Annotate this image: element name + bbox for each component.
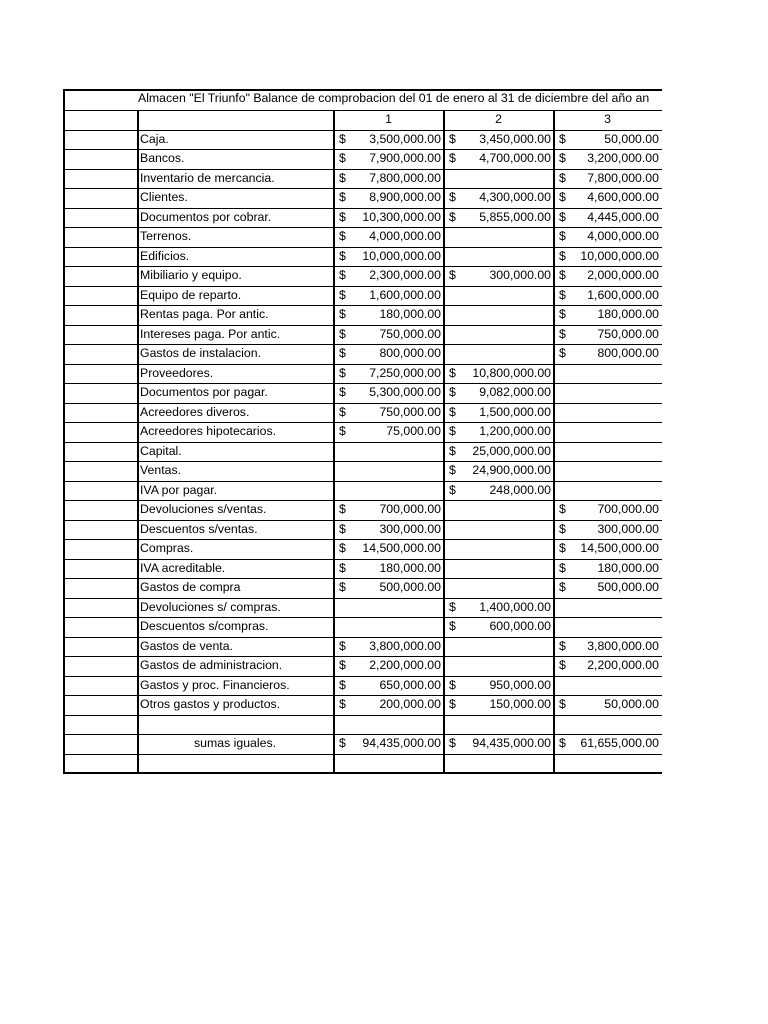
- grid-line-col: [333, 110, 335, 774]
- currency-symbol: $: [449, 268, 456, 282]
- amount-cell: [554, 364, 661, 384]
- currency-symbol: $: [559, 521, 566, 536]
- amount-cell: [444, 481, 553, 501]
- currency-symbol: $: [339, 736, 346, 750]
- currency-symbol: $: [339, 638, 346, 653]
- currency-symbol: $: [339, 229, 346, 243]
- amount-cell: [554, 598, 661, 618]
- amount-cell: [334, 227, 443, 247]
- grid-line-row: [63, 266, 662, 267]
- grid-line-row: [63, 442, 662, 443]
- amount-value: 9,082,000.00: [479, 385, 551, 399]
- amount-cell: [334, 481, 443, 501]
- account-label: Ventas.: [140, 463, 182, 477]
- amount-cell: [554, 149, 661, 169]
- account-label: Documentos por cobrar.: [140, 209, 272, 224]
- currency-symbol: $: [559, 736, 566, 750]
- amount-value: 700,000.00: [379, 502, 441, 516]
- account-label: Devoluciones s/ventas.: [140, 502, 267, 516]
- amount-value: 300,000.00: [597, 521, 659, 536]
- amount-cell: [334, 325, 443, 345]
- amount-cell: [444, 422, 553, 442]
- amount-cell: [444, 539, 553, 559]
- amount-cell: [444, 520, 553, 540]
- currency-symbol: $: [449, 482, 456, 497]
- amount-cell: [444, 208, 553, 228]
- amount-value: 600,000.00: [489, 619, 551, 633]
- amount-cell: [334, 188, 443, 208]
- amount-value: 2,300,000.00: [369, 268, 441, 282]
- amount-cell: [554, 325, 661, 345]
- amount-cell: [334, 461, 443, 481]
- account-label: Gastos de administracion.: [140, 658, 283, 672]
- account-label: Clientes.: [140, 190, 188, 204]
- grid-line-row: [63, 559, 662, 560]
- currency-symbol: $: [339, 287, 346, 302]
- currency-symbol: $: [559, 170, 566, 185]
- amount-value: 7,900,000.00: [369, 151, 441, 165]
- amount-cell: [334, 442, 443, 462]
- amount-value: 650,000.00: [379, 677, 441, 692]
- amount-cell: [554, 247, 661, 267]
- amount-cell: [334, 403, 443, 423]
- grid-line-row: [63, 578, 662, 579]
- currency-symbol: $: [449, 365, 456, 380]
- currency-symbol: $: [559, 151, 566, 165]
- currency-symbol: $: [339, 502, 346, 516]
- currency-symbol: $: [339, 151, 346, 165]
- account-label: Intereses paga. Por antic.: [140, 326, 281, 341]
- account-label: Otros gastos y productos.: [140, 697, 281, 711]
- amount-value: 800,000.00: [597, 346, 659, 360]
- currency-symbol: $: [559, 268, 566, 282]
- amount-value: 4,300,000.00: [479, 190, 551, 204]
- currency-symbol: $: [559, 229, 566, 243]
- currency-symbol: $: [339, 346, 346, 360]
- currency-symbol: $: [449, 131, 456, 146]
- account-label: Terrenos.: [140, 229, 192, 243]
- amount-value: 10,300,000.00: [362, 209, 441, 224]
- grid-line-row: [63, 539, 662, 540]
- grid-line-row: [63, 734, 662, 735]
- amount-cell: [334, 422, 443, 442]
- grid-line-col: [443, 110, 445, 774]
- amount-cell: [334, 559, 443, 579]
- amount-value: 1,500,000.00: [479, 404, 551, 419]
- amount-value: 1,200,000.00: [479, 424, 551, 438]
- amount-cell: [554, 227, 661, 247]
- amount-cell: [334, 637, 443, 657]
- account-label: Gastos de compra: [140, 580, 241, 594]
- grid-line-row: [63, 715, 662, 716]
- currency-symbol: $: [339, 404, 346, 419]
- currency-symbol: $: [339, 307, 346, 321]
- grid-line-row: [63, 227, 662, 228]
- amount-cell: [444, 617, 553, 637]
- grid-line-row: [63, 130, 662, 131]
- account-label: Proveedores.: [140, 365, 214, 380]
- currency-symbol: $: [559, 502, 566, 516]
- grid-line-row: [63, 364, 662, 365]
- amount-cell: [554, 208, 661, 228]
- amount-cell: [444, 169, 553, 189]
- account-label: Bancos.: [140, 151, 185, 165]
- currency-symbol: $: [339, 541, 346, 555]
- currency-symbol: $: [339, 170, 346, 185]
- currency-symbol: $: [339, 677, 346, 692]
- grid-line-row: [63, 247, 662, 248]
- amount-cell: [444, 637, 553, 657]
- grid-line-row: [63, 344, 662, 345]
- amount-cell: [554, 481, 661, 501]
- amount-value: 10,000,000.00: [580, 248, 659, 263]
- amount-value: 150,000.00: [489, 697, 551, 711]
- amount-cell: [444, 695, 553, 715]
- amount-cell: [554, 695, 661, 715]
- account-label: IVA por pagar.: [140, 482, 218, 497]
- currency-symbol: $: [449, 404, 456, 419]
- amount-cell: [554, 130, 661, 150]
- currency-symbol: $: [449, 190, 456, 204]
- amount-cell: [554, 676, 661, 696]
- amount-value: 10,800,000.00: [472, 365, 551, 380]
- amount-value: 950,000.00: [489, 677, 551, 692]
- amount-cell: [554, 520, 661, 540]
- amount-cell: [334, 130, 443, 150]
- grid-line-row: [63, 149, 662, 150]
- amount-cell: [334, 578, 443, 598]
- amount-value: 94,435,000.00: [472, 736, 551, 750]
- amount-cell: [334, 520, 443, 540]
- account-label: IVA acreditable.: [140, 560, 226, 575]
- amount-cell: [554, 403, 661, 423]
- amount-cell: [554, 559, 661, 579]
- currency-symbol: $: [449, 697, 456, 711]
- grid-line-row: [63, 695, 662, 696]
- amount-value: 300,000.00: [379, 521, 441, 536]
- amount-cell: [554, 617, 661, 637]
- amount-value: 2,200,000.00: [369, 658, 441, 672]
- currency-symbol: $: [339, 248, 346, 263]
- amount-value: 5,300,000.00: [369, 385, 441, 399]
- amount-cell: [554, 656, 661, 676]
- grid-line-row: [63, 754, 662, 755]
- amount-value: 4,700,000.00: [479, 151, 551, 165]
- amount-cell: [444, 130, 553, 150]
- amount-cell: [554, 500, 661, 520]
- amount-cell: [444, 656, 553, 676]
- grid-line-row: [63, 676, 662, 677]
- currency-symbol: $: [449, 385, 456, 399]
- account-label: Devoluciones s/ compras.: [140, 599, 281, 614]
- account-label: Inventario de mercancia.: [140, 170, 275, 185]
- amount-cell: [334, 149, 443, 169]
- grid-line-row: [63, 500, 662, 501]
- grid-line-row: [63, 208, 662, 209]
- amount-value: 2,000,000.00: [587, 268, 659, 282]
- amount-value: 1,600,000.00: [369, 287, 441, 302]
- grid-line-top: [63, 89, 662, 91]
- currency-symbol: $: [559, 248, 566, 263]
- currency-symbol: $: [339, 209, 346, 224]
- account-label: Equipo de reparto.: [140, 287, 242, 302]
- grid-line-bottom: [63, 772, 662, 774]
- amount-cell: [554, 305, 661, 325]
- amount-value: 750,000.00: [379, 326, 441, 341]
- amount-value: 750,000.00: [597, 326, 659, 341]
- amount-cell: [444, 734, 553, 754]
- amount-cell: [334, 247, 443, 267]
- amount-cell: [554, 344, 661, 364]
- amount-value: 1,600,000.00: [587, 287, 659, 302]
- amount-value: 180,000.00: [597, 307, 659, 321]
- amount-value: 700,000.00: [597, 502, 659, 516]
- amount-cell: [334, 383, 443, 403]
- currency-symbol: $: [339, 424, 346, 438]
- amount-cell: [554, 266, 661, 286]
- grid-line-row: [63, 325, 662, 326]
- account-label: Edificios.: [140, 248, 190, 263]
- grid-line-row: [63, 637, 662, 638]
- amount-value: 180,000.00: [597, 560, 659, 575]
- amount-value: 300,000.00: [489, 268, 551, 282]
- amount-value: 7,250,000.00: [369, 365, 441, 380]
- currency-symbol: $: [559, 580, 566, 594]
- account-label: Mibiliario y equipo.: [140, 268, 242, 282]
- amount-cell: [444, 364, 553, 384]
- grid-line-row: [63, 169, 662, 170]
- column-header: 2: [495, 112, 502, 126]
- amount-cell: [554, 286, 661, 306]
- currency-symbol: $: [559, 638, 566, 653]
- amount-value: 180,000.00: [379, 307, 441, 321]
- totals-label: sumas iguales.: [194, 736, 277, 750]
- amount-value: 4,600,000.00: [587, 190, 659, 204]
- currency-symbol: $: [559, 287, 566, 302]
- currency-symbol: $: [339, 658, 346, 672]
- amount-cell: [444, 559, 553, 579]
- amount-cell: [334, 169, 443, 189]
- amount-cell: [444, 286, 553, 306]
- account-label: Descuentos s/compras.: [140, 619, 269, 633]
- account-label: Descuentos s/ventas.: [140, 521, 258, 536]
- currency-symbol: $: [339, 385, 346, 399]
- currency-symbol: $: [339, 131, 346, 146]
- amount-cell: [554, 188, 661, 208]
- amount-cell: [444, 383, 553, 403]
- currency-symbol: $: [449, 151, 456, 165]
- currency-symbol: $: [339, 365, 346, 380]
- account-label: Caja.: [140, 131, 169, 146]
- grid-line-row: [63, 286, 662, 287]
- amount-value: 3,200,000.00: [587, 151, 659, 165]
- amount-cell: [554, 637, 661, 657]
- amount-value: 14,500,000.00: [362, 541, 441, 555]
- amount-cell: [554, 442, 661, 462]
- amount-value: 25,000,000.00: [472, 443, 551, 458]
- amount-cell: [334, 734, 443, 754]
- currency-symbol: $: [559, 697, 566, 711]
- amount-value: 50,000.00: [604, 697, 659, 711]
- currency-symbol: $: [559, 307, 566, 321]
- amount-value: 4,000,000.00: [587, 229, 659, 243]
- currency-symbol: $: [449, 209, 456, 224]
- currency-symbol: $: [339, 268, 346, 282]
- amount-cell: [554, 169, 661, 189]
- amount-cell: [334, 695, 443, 715]
- amount-cell: [554, 461, 661, 481]
- amount-cell: [334, 286, 443, 306]
- amount-value: 61,655,000.00: [580, 736, 659, 750]
- amount-value: 7,800,000.00: [587, 170, 659, 185]
- amount-cell: [444, 188, 553, 208]
- amount-cell: [444, 344, 553, 364]
- amount-value: 14,500,000.00: [580, 541, 659, 555]
- amount-value: 500,000.00: [597, 580, 659, 594]
- grid-line-row: [63, 656, 662, 657]
- account-label: Acreedores hipotecarios.: [140, 424, 277, 438]
- currency-symbol: $: [559, 541, 566, 555]
- currency-symbol: $: [449, 677, 456, 692]
- grid-line-row: [63, 422, 662, 423]
- amount-cell: [554, 539, 661, 559]
- amount-cell: [334, 364, 443, 384]
- currency-symbol: $: [449, 443, 456, 458]
- grid-line-row: [63, 383, 662, 384]
- amount-cell: [334, 266, 443, 286]
- amount-value: 200,000.00: [379, 697, 441, 711]
- currency-symbol: $: [559, 209, 566, 224]
- amount-cell: [444, 266, 553, 286]
- amount-value: 180,000.00: [379, 560, 441, 575]
- amount-value: 500,000.00: [379, 580, 441, 594]
- amount-cell: [444, 578, 553, 598]
- grid-line-row: [63, 520, 662, 521]
- amount-cell: [554, 578, 661, 598]
- amount-cell: [334, 500, 443, 520]
- currency-symbol: $: [559, 560, 566, 575]
- sheet-title: Almacen "El Triunfo" Balance de comprobacion del 01 de enero al 31 de diciembre del año an: [138, 91, 650, 105]
- amount-value: 8,900,000.00: [369, 190, 441, 204]
- amount-value: 248,000.00: [489, 482, 551, 497]
- amount-cell: [334, 656, 443, 676]
- grid-line-row: [63, 481, 662, 482]
- currency-symbol: $: [559, 346, 566, 360]
- amount-value: 10,000,000.00: [362, 248, 441, 263]
- amount-cell: [334, 539, 443, 559]
- currency-symbol: $: [559, 658, 566, 672]
- amount-value: 3,500,000.00: [369, 131, 441, 146]
- amount-cell: [444, 149, 553, 169]
- amount-cell: [444, 325, 553, 345]
- amount-cell: [444, 461, 553, 481]
- currency-symbol: $: [339, 326, 346, 341]
- account-label: Rentas paga. Por antic.: [140, 307, 269, 321]
- amount-value: 800,000.00: [379, 346, 441, 360]
- account-label: Gastos de venta.: [140, 638, 233, 653]
- amount-cell: [554, 422, 661, 442]
- amount-value: 5,855,000.00: [479, 209, 551, 224]
- account-label: Gastos y proc. Financieros.: [140, 677, 290, 692]
- currency-symbol: $: [559, 190, 566, 204]
- currency-symbol: $: [339, 190, 346, 204]
- grid-line-row: [63, 617, 662, 618]
- amount-value: 4,000,000.00: [369, 229, 441, 243]
- currency-symbol: $: [339, 697, 346, 711]
- currency-symbol: $: [449, 736, 456, 750]
- amount-value: 3,800,000.00: [587, 638, 659, 653]
- amount-value: 750,000.00: [379, 404, 441, 419]
- grid-line-col: [137, 110, 139, 774]
- currency-symbol: $: [449, 463, 456, 477]
- amount-cell: [444, 247, 553, 267]
- grid-line-col: [553, 110, 555, 774]
- grid-line-row: [63, 110, 662, 111]
- grid-line-row: [63, 403, 662, 404]
- amount-cell: [444, 403, 553, 423]
- column-header: 3: [604, 112, 611, 126]
- amount-cell: [444, 305, 553, 325]
- amount-cell: [444, 500, 553, 520]
- amount-value: 50,000.00: [604, 131, 659, 146]
- currency-symbol: $: [559, 131, 566, 146]
- amount-value: 1,400,000.00: [479, 599, 551, 614]
- amount-cell: [554, 383, 661, 403]
- amount-value: 4,445,000.00: [587, 209, 659, 224]
- amount-cell: [554, 734, 661, 754]
- currency-symbol: $: [449, 424, 456, 438]
- column-header: 1: [385, 112, 392, 126]
- currency-symbol: $: [449, 619, 456, 633]
- account-label: Compras.: [140, 541, 194, 555]
- currency-symbol: $: [339, 521, 346, 536]
- currency-symbol: $: [339, 560, 346, 575]
- amount-cell: [334, 344, 443, 364]
- amount-value: 3,450,000.00: [479, 131, 551, 146]
- account-label: Capital.: [140, 443, 182, 458]
- amount-cell: [334, 617, 443, 637]
- grid-line-row: [63, 188, 662, 189]
- amount-cell: [444, 676, 553, 696]
- amount-value: 24,900,000.00: [472, 463, 551, 477]
- amount-cell: [444, 598, 553, 618]
- amount-cell: [444, 442, 553, 462]
- grid-line-row: [63, 461, 662, 462]
- currency-symbol: $: [559, 326, 566, 341]
- amount-value: 7,800,000.00: [369, 170, 441, 185]
- amount-cell: [334, 598, 443, 618]
- amount-cell: [334, 305, 443, 325]
- account-label: Documentos por pagar.: [140, 385, 268, 399]
- amount-value: 94,435,000.00: [362, 736, 441, 750]
- amount-cell: [334, 208, 443, 228]
- currency-symbol: $: [449, 599, 456, 614]
- amount-value: 3,800,000.00: [369, 638, 441, 653]
- amount-cell: [444, 227, 553, 247]
- grid-line-row: [63, 305, 662, 306]
- amount-cell: [334, 676, 443, 696]
- currency-symbol: $: [339, 580, 346, 594]
- account-label: Gastos de instalacion.: [140, 346, 261, 360]
- account-label: Acreedores diveros.: [140, 404, 250, 419]
- grid-line-left: [63, 89, 65, 774]
- amount-value: 2,200,000.00: [587, 658, 659, 672]
- amount-value: 75,000.00: [386, 424, 441, 438]
- grid-line-row: [63, 598, 662, 599]
